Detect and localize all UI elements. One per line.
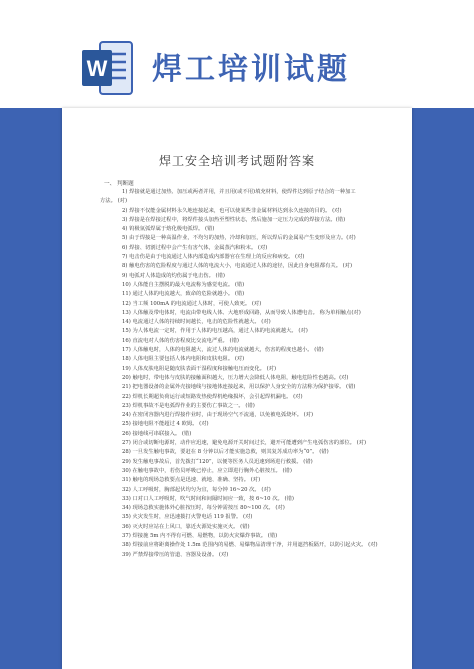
word-icon-letter: W — [86, 56, 108, 81]
question-item: 方法。 (对) — [100, 198, 128, 205]
question-item: 30) 在触电事故中，若伤员呼吸已停止，应立即进行胸外心脏按压。 (错) — [122, 467, 292, 474]
question-list — [100, 188, 400, 560]
question-item: 29) 发生触电事故后，首先拨打“120”，以便等医务人员迅速到场进行救援。 (错) — [122, 458, 313, 465]
question-item: 21) 把电器设备的金属外壳接地线与接地体连接起来，用以保护人身安全的方法称为保护接零。 (错) — [122, 384, 356, 391]
question-item: 17) 人体触电时，人体的电阻越大，流过人体的电流就越大，伤害的程度也越小。 (错) — [122, 347, 324, 354]
question-item: 15) 为人体电流一定时，作用于人体的电压越高，通过人体的电流就越大。 (对) — [122, 328, 308, 335]
question-item: 26) 接地线可串联接入。 (错) — [122, 430, 192, 437]
question-item: 2) 焊接不仅能金属材料永久地连接起来，也可以使某些非金属材料达到永久连接的目的。 (对) — [122, 207, 342, 214]
question-item: 7) 电击伤是由于电流通过人体内部造成内部器官在生理上的反应和病变。 (对) — [122, 254, 305, 261]
section-heading: 一、 判断题 — [104, 181, 134, 187]
question-item: 10) 人体能自主摆脱的最大电流称为感觉电流。 (错) — [122, 281, 245, 288]
question-item: 16) 直流电对人体的伤害程度比交流电严重。 (错) — [122, 337, 239, 344]
word-icon — [82, 38, 134, 98]
question-item: 19) 人体皮肤电阻是随皮肤表面干湿程度和接触电压而变化。 (对) — [122, 365, 277, 372]
question-item: 20) 触电时，带电体与皮肤的接触面积越大，压力增大会降低人体电阻，触电危险性也越高。(对) — [122, 374, 349, 381]
question-item: 32) 人工呼吸时，胸部起伏均匀为宜，每分钟 16~20 次。 (对) — [122, 486, 271, 493]
question-item: 14) 电流通过人体的持续时间越长，电击的危险性就越大。 (对) — [122, 319, 271, 326]
question-item: 38) 焊接前应将距离操作处 1.5m 范围内的易燃、易爆物品清理干净，并用遮挡板隔开，以防引起火灾。 (对) — [122, 542, 378, 549]
question-item: 9) 电弧对人体造成的灼伤属于电击伤。 (错) — [122, 272, 225, 279]
question-item: 24) 在密闭容器内进行焊接作业时，由于现场空气不流通，以免被电弧烧坏。 (对) — [122, 412, 314, 419]
question-item: 34) 现场急救实施体外心脏按压时，每分钟需按压 80~100 次。 (对) — [122, 505, 285, 512]
question-item: 12) 当工频 100mA 的电流通过人体时，可使人致死。 (对) — [122, 300, 262, 307]
question-item: 3) 焊接是在焊接过程中，将焊件接头加热至塑性状态，然后施加一定压力完成的焊接方法。(错) — [122, 216, 346, 223]
question-item: 23) 焊机事故不是电弧焊作业的主要伤亡事故之一。 (错) — [122, 402, 255, 409]
question-item: 37) 焊接施 5m 内不得有可燃、易燃物，以防火灾爆炸事故。 (错) — [122, 532, 278, 539]
question-item: 11) 通过人体的电流越大，致命的危险就越小。 (错) — [122, 291, 245, 298]
question-item: 5) 由于焊接是一种高温作业，不均匀的加热，冷却和加压，所以焊后的金属易产生变形及应力。(对) — [122, 235, 356, 242]
question-item: 22) 焊机长期超负荷运行或短路发热使焊机绝缘损坏，会引起焊机漏电。 (对) — [122, 393, 303, 400]
question-item: 28) 一旦发生触电事故，要赶在 8 分钟以后才能实施急救，则其复苏成功率为“0”。 (错) — [122, 449, 329, 456]
question-item: 1) 焊接就是通过加热、加压或两者并用，并且用(或不用)填充材料，使焊件达到原子结合的一种加工 — [122, 189, 356, 195]
document-page — [62, 108, 412, 669]
banner-header — [0, 0, 474, 108]
question-item: 35) 火灾发生时，应迅速拨打火警电话 119 报警。 (对) — [122, 514, 253, 521]
question-item: 25) 接地电阻不能超过 4 欧姆。 (对) — [122, 421, 209, 428]
question-item: 31) 触电的现场急救要点是迅速、就地、准确、坚持。 (对) — [122, 477, 261, 484]
question-item: 6) 焊接、切割过程中会产生有害气体，金属蒸汽和粉末。 (对) — [122, 244, 268, 251]
question-item: 27) 闭合或切断电源时，动作应迅速，避免电源开关时间过长，避开可能遭到产生电弧伤害的部位。 (对) — [122, 440, 367, 447]
question-item: 33) 口对口人工呼吸时，吹气时间和间隔时间应一致，按 6~10 次。 (错) — [122, 495, 294, 502]
question-item: 18) 人体电阻主要包括人体内电阻和皮肤电阻。 (对) — [122, 356, 245, 363]
question-item: 8) 触电伤害的危险程度与通过人体的电流大小，电流通过人体的途径，因此自身电阻都有关。 (对) — [122, 263, 353, 270]
document-title: 焊工安全培训考试题附答案 — [158, 154, 315, 168]
question-item: 4) 钨极氩弧焊属于熔化极电弧焊。 (错) — [122, 226, 215, 233]
question-item: 39) 严禁焊接带压的管道、容器及设备。 (对) — [122, 551, 229, 558]
question-item: 36) 灭火时应站在上风口，靠近火源处实施灭火。 (错) — [122, 523, 250, 530]
page-title: 焊工培训试题 — [152, 52, 350, 87]
question-item: 13) 人体触及带电体时，电流由带电线人体、大地形成回路，从而导致人体遭电击。 称为单相触点(对) — [122, 309, 361, 316]
